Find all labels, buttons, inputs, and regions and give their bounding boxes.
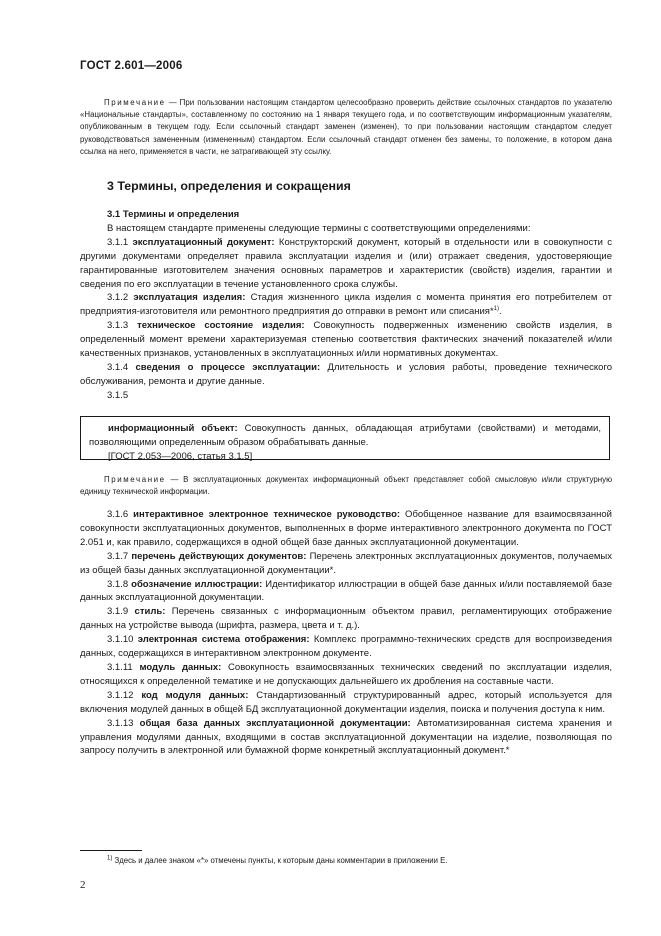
footnote-divider [80, 850, 142, 851]
term-3-1-5-box [80, 416, 610, 460]
footnote-text: Здесь и далее знаком «*» отмечены пункты, к которым даны комментарии в приложении Е. [112, 856, 448, 865]
term-3-1-11: 3.1.11 модуль данных: Совокупность взаимосвязанных технических сведений по эксплуатации изделия, относящихся к определенной тематике и не допускающих дальнейшего их дробления на составные части. [80, 661, 612, 687]
term-3-1-6: 3.1.6 интерактивное электронное техническое руководство: Обобщенное название для взаимосвязанной совокупности эксплуатационных документов, выполненных в форме интерактивного электронного документа по ГОСТ 2.051 и, как правило, содержащихся в одной общей базе данных эксплуатационной документации. [80, 509, 612, 548]
term-3-1-5-number: 3.1.5 [107, 389, 129, 401]
note-text: В эксплуатационных документах информационный объект представляет собой смысловую и/или структурную единицу технической информации. [80, 475, 612, 497]
reference-note: Примечание — При пользовании настоящим стандартом целесообразно проверить действие ссылочных стандартов по указателю «Национальные стандарты», составленному по состоянию на 1 января текущего года, и по соответствующим информационным указателям, опубликованным в текущем году. Если ссылочный стандарт заменен (изменен), то при пользовании настоящим стандартом следует руководствоваться замененным (измененным) стандартом. Если ссылочный стандарт отменен без замены, то положение, в котором дана ссылка на него, применяется в части, не затрагивающей эту ссылку. [80, 98, 612, 156]
intro-text: В настоящем стандарте применены следующие термины с соответствующими определениями: [107, 222, 531, 234]
footnote [107, 856, 448, 866]
page-number: 2 [80, 879, 86, 891]
info-object-note: Примечание — В эксплуатационных документах информационный объект представляет собой смысловую и/или структурную единицу технической информации. [80, 475, 612, 497]
terms-block-2 [80, 508, 612, 758]
terms-block-1 [80, 208, 612, 403]
term-3-1-5-reference: [ГОСТ 2.053—2006, статья 3.1.5] [108, 450, 253, 462]
term-3-1-3: 3.1.3 техническое состояние изделия: Совокупность подверженных изменению свойств изделия, в определенный момент времени характеризуемая степенью соответствия фактических значений показателей и/или качественных признаков, установленных в эксплуатационных и/или нормативных документах. [80, 320, 612, 360]
note-label: Примечание [104, 475, 166, 484]
note-label: Примечание [104, 98, 166, 107]
term-3-1-10: 3.1.10 электронная система отображения: Комплекс программно-технических средств для воспроизведения данных, содержащихся в интерактивном электронном документе. [80, 634, 612, 660]
term-3-1-8: 3.1.8 обозначение иллюстрации: Идентификатор иллюстрации в общей базе данных и/или поставляемой базе данных эксплуатационной документации. [80, 578, 612, 604]
subsection-title: 3.1 Термины и определения [107, 209, 240, 220]
term-3-1-13: 3.1.13 общая база данных эксплуатационной документации: Автоматизированная система хранения и управления модулями данных, входящими в состав эксплуатационной документации на изделие, позволяющая по запросу получить в электронной или бумажной форме конкретный эксплуатационный документ.* [80, 717, 612, 757]
term-3-1-7: 3.1.7 перечень действующих документов: Перечень электронных эксплуатационных документов, получаемых из общей базы данных эксплуатационной документации*. [80, 550, 612, 576]
term-3-1-2: 3.1.2 эксплуатация изделия: Стадия жизненного цикла изделия с момента принятия его потребителем от предприятия-изготовителя или ремонтного предприятия до отправки в ремонт или списания*$^{1)}$. [80, 292, 612, 318]
document-code: ГОСТ 2.601—2006 [80, 60, 183, 72]
footnote-ref: 1) [493, 306, 499, 313]
term-3-1-12: 3.1.12 код модуля данных: Стандартизованный структурированный адрес, который используется для включения модулей данных в общей БД эксплуатационной документации изделия, поиска и получения доступа к ним. [80, 689, 612, 715]
note-text: При пользовании настоящим стандартом целесообразно проверить действие ссылочных стандартов по указателю «Национальные стандарты», составленному по состоянию на 1 января текущего года, и по соответствующим информационным указателям, опубликованным в текущем году. Если ссылочный стандарт заменен (изменен), то при пользовании настоящим стандартом следует руководствоваться замененным (измененным) стандартом. Если ссылочный стандарт отменен без замены, то положение, в котором дана ссылка на него, применяется в части, не затрагивающей эту ссылку. [80, 98, 612, 156]
term-3-1-1: 3.1.1 эксплуатационный документ: Конструкторский документ, который в отдельности или в совокупности с другими документами определяет правила эксплуатации изделия и (или) отражает сведения, удостоверяющие гарантированные изготовителем значения основных параметров и характеристик (свойств) изделия, гарантии и сведения по его эксплуатации в течение установленного срока службы. [80, 236, 612, 290]
term-3-1-5: информационный объект: Совокупность данных, обладающая атрибутами (свойствами) и методами, позволяющими определенным образом обрабатывать данные. [89, 423, 601, 448]
section-title: 3 Термины, определения и сокращения [107, 179, 351, 193]
footnote-mark: 1) [107, 855, 113, 862]
term-3-1-9: 3.1.9 стиль: Перечень связанных с информационным объектом правил, регламентирующих отображение данных на устройстве вывода (шрифта, размера, цвета и т. д.). [80, 606, 612, 632]
term-3-1-4: 3.1.4 сведения о процессе эксплуатации: Длительность и условия работы, проведение технического обслуживания, ремонта и другие данные. [80, 361, 612, 387]
